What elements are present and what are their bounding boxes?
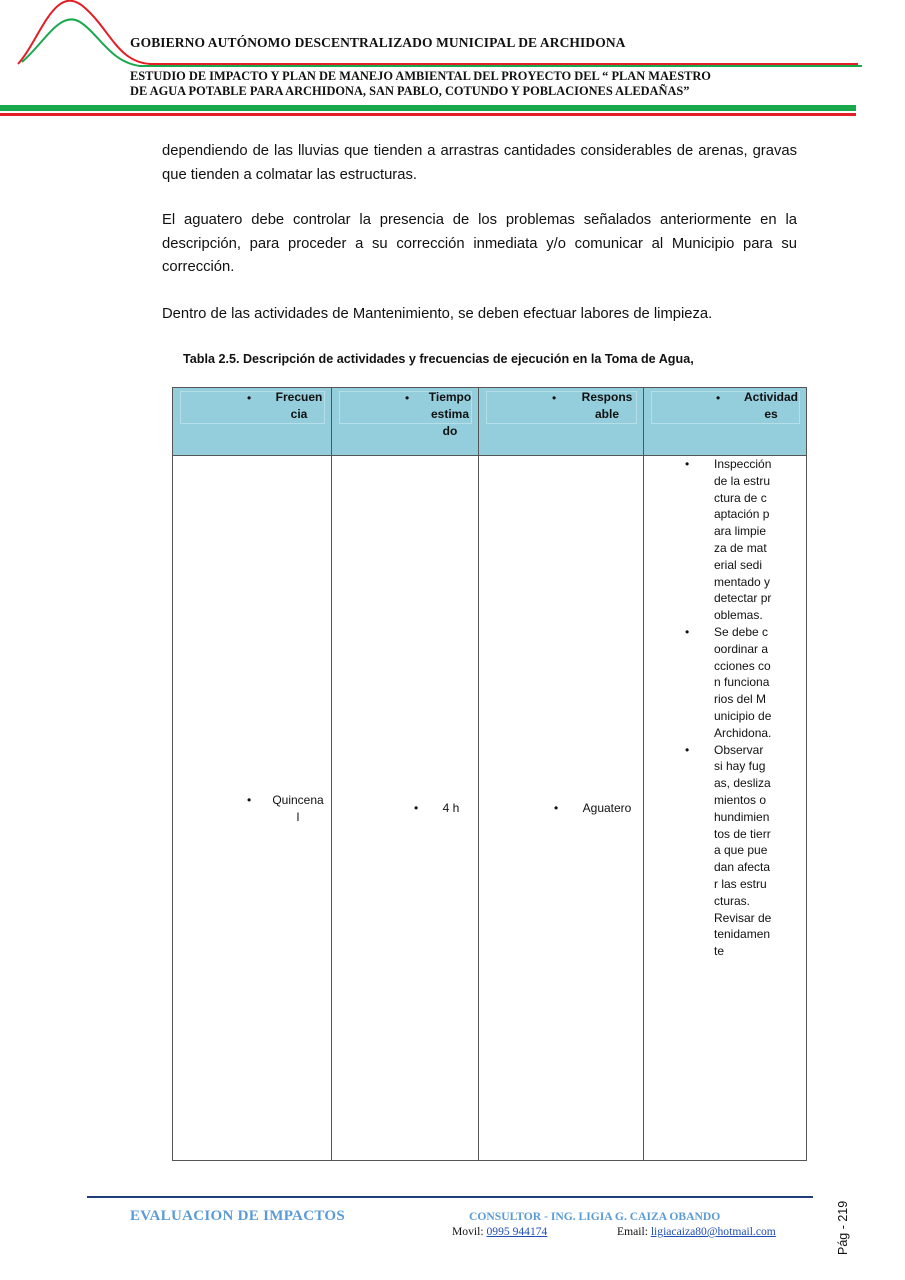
header-subtitle [130,69,711,98]
header-cell-frecuencia [173,388,332,456]
paragraph-1: dependiendo de las lluvias que tienden a arrastras cantidades considerables de arenas, gravas que tienden a colmatar las estructuras. [162,143,797,183]
movil-link[interactable]: 0995 944174 [486,1225,548,1238]
email-link[interactable]: ligiacaiza80@hotmail.com [650,1225,776,1238]
table-caption: Tabla 2.5. Descripción de actividades y frecuencias de ejecución en la Toma de Agua, [183,352,694,366]
footer-consultor: CONSULTOR - ING. LIGIA G. CAIZA OBANDO [469,1210,721,1223]
list-item-continuation: Revisar detenidamente [714,910,772,959]
cell-tiempo [332,456,479,1161]
header-band-red [0,113,856,116]
bullet-icon: • [554,801,559,815]
header-cell-actividades [644,388,807,456]
bullet-icon: • [552,391,557,405]
logo-red-curve [18,1,858,64]
bullet-icon: • [685,457,690,471]
footer-movil [452,1225,547,1238]
cell-frecuencia [173,456,332,1161]
footer-email [617,1225,776,1238]
list-item: • Se debe coordinar acciones con funcionarios del Municipio de Archidona. [685,624,772,740]
bullet-icon: • [685,742,690,757]
header-cell-tiempo [332,388,479,456]
header-title: GOBIERNO AUTÓNOMO DESCENTRALIZADO MUNICIPAL DE ARCHIDONA [130,35,626,50]
bullet-icon: • [685,624,690,639]
header-label-actividades: Actividades [743,390,798,421]
list-item: • Inspección de la estructura de captación para limpieza de material sedimentado y detectar problemas. [685,457,772,623]
bullet-icon: • [716,391,721,405]
value-frecuencia: Quincenal [272,793,324,824]
email-label: Email: [617,1225,648,1238]
paragraph-2: El aguatero debe controlar la presencia de los problemas señalados anteriormente en la descripción, para proceder a su corrección inmediata y/o comunicar al Municipio para su corrección. [162,212,797,275]
header-subtitle-line2: DE AGUA POTABLE PARA ARCHIDONA, SAN PABLO, COTUNDO Y POBLACIONES ALEDAÑAS” [130,83,690,98]
header-cell-responsable [479,388,644,456]
bullet-icon: • [405,391,410,405]
page-number: Pág - 219 [836,1200,850,1255]
header-band-green [0,105,856,111]
cell-actividades [644,456,807,1161]
bullet-icon: • [247,391,252,405]
table-row [173,456,807,1161]
header-label-frecuencia: Frecuencia [275,390,323,421]
value-responsable: Aguatero [582,801,632,815]
activities-list [685,456,772,960]
header-logo-curves [0,0,905,120]
header-label-responsable: Responsable [581,390,633,421]
value-tiempo: 4 h [442,801,460,815]
footer-rule [87,1196,813,1198]
list-item: • Observar si hay fugas, deslizamientos o hundimientos de tierra que puedan afectar las estructuras. [685,742,771,908]
cell-responsable [479,456,644,1161]
bullet-icon: • [247,793,252,807]
paragraph-3: Dentro de las actividades de Mantenimiento, se deben efectuar labores de limpieza. [162,306,713,322]
footer-section-title: EVALUACION DE IMPACTOS [130,1208,345,1224]
table-header-row [173,388,807,456]
movil-label: Movil: [452,1225,484,1238]
bullet-icon: • [414,801,419,815]
header-subtitle-line1: ESTUDIO DE IMPACTO Y PLAN DE MANEJO AMBIENTAL DEL PROYECTO DEL “ PLAN MAESTRO [130,69,711,83]
header-label-tiempo: Tiempo estimado [428,390,472,438]
activities-table [172,387,807,1161]
